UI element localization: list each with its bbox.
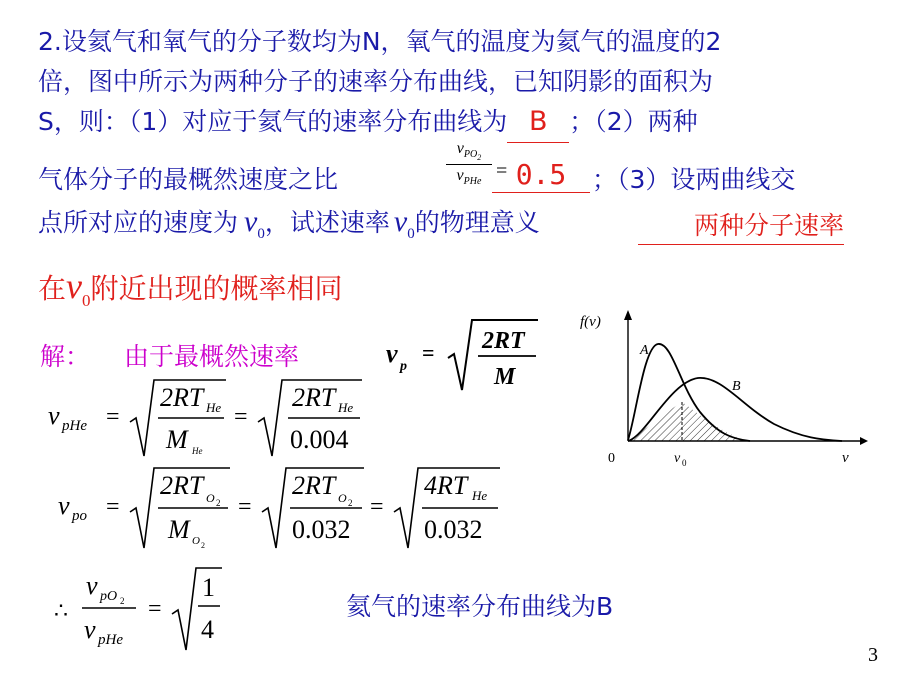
question-line-3 (38, 102, 698, 143)
question-text-3a: S，则：（1）对应于氦气的速率分布曲线为 (38, 107, 508, 136)
distribution-graph-svg (570, 306, 870, 476)
solution-intro: 由于最概然速率 (124, 342, 300, 371)
vpo-den-3: 0.032 (424, 515, 483, 544)
vpo-num-2-sub: O (338, 491, 347, 505)
v0-label-sub: 0 (682, 458, 687, 468)
formula-vpHe (36, 372, 376, 460)
ratio-radicand-num: 1 (202, 573, 215, 602)
answer-2: 0.5 (492, 158, 590, 193)
vp-eq: = (422, 340, 435, 365)
question-line-1 (38, 22, 721, 62)
vpo-den-1: M (168, 515, 190, 544)
formula-vpo-svg (36, 460, 506, 552)
v0-symbol-2: $v_0$ (393, 205, 415, 242)
v0-label: v (674, 451, 681, 466)
vpo-den-1-sub2: 2 (201, 541, 205, 550)
vpo-num-1: 2RT (160, 471, 204, 500)
curve-b-label: B (732, 379, 741, 394)
vpo-num-3: 4RT (424, 471, 468, 500)
question-line-4b (592, 160, 795, 200)
ratio-numerator: $v_{PO_2}$ (446, 140, 492, 165)
formula-ratio (36, 562, 236, 658)
vpo-num-2: 2RT (292, 471, 336, 500)
formula-vp (382, 312, 542, 396)
question-text-2: 倍，图中所示为两种分子的速率分布曲线，已知阴影的面积为 (38, 67, 714, 96)
question-line-5 (38, 202, 540, 254)
formula-ratio-svg (36, 562, 236, 658)
solution-conclusion: 氦气的速率分布曲线为B (346, 592, 614, 621)
vpo-num-1-sub2: 2 (216, 498, 221, 508)
ratio-denominator: $v_{PHe}$ (456, 167, 482, 188)
vp-denominator: M (494, 364, 516, 390)
vpo-eq-2: = (238, 494, 252, 520)
vpo-v: v (58, 491, 70, 520)
vpHe-den-2: 0.004 (290, 425, 349, 454)
formula-vpo (36, 460, 506, 552)
vpo-eq-3: = (370, 494, 384, 520)
question-text-5b: ，试述速率 (264, 208, 390, 237)
question-text-5a: 点所对应的速度为 (38, 208, 239, 237)
vp-sub: p (400, 359, 407, 374)
question-text-5c: 的物理意义 (414, 208, 540, 237)
x-axis-label: v (842, 450, 849, 466)
curve-a-label: A (640, 343, 649, 358)
vpHe-eq-1: = (106, 404, 120, 430)
ratio-num-sub: pO (100, 589, 118, 604)
vpHe-v: v (48, 401, 60, 430)
ratio-num-v: v (86, 571, 98, 600)
question-text-4a: 气体分子的最概然速度之比 (38, 165, 339, 194)
vpHe-den-1: M (166, 425, 188, 454)
ratio-den-sub: pHe (98, 632, 123, 648)
question-text-3b: ；（2）两种 (569, 107, 698, 136)
question-line-4 (38, 160, 338, 200)
answer-1: B (507, 102, 569, 143)
formula-vp-svg (382, 312, 542, 396)
origin-label: 0 (608, 451, 615, 466)
answer-3-part-2: 在$v_0$附近出现的概率相同 (38, 266, 343, 311)
therefore-symbol: ∴ (54, 598, 68, 623)
v0-symbol-1: $v_0$ (244, 205, 265, 242)
vpo-sub: po (72, 508, 87, 524)
answer-3-part-1: 两种分子速率 (638, 208, 844, 245)
vpo-num-1-sub: O (206, 491, 215, 505)
vpHe-num-1: 2RT (160, 383, 204, 412)
distribution-graph (570, 306, 870, 476)
vp-numerator: 2RT (482, 328, 525, 354)
vpHe-num-1-sub: He (206, 400, 222, 415)
vp-v: v (386, 339, 398, 368)
question-text-4b: ；（3）设两曲线交 (592, 165, 796, 194)
ratio-equals: = (496, 160, 508, 182)
vpHe-num-2: 2RT (292, 383, 336, 412)
vpo-eq-1: = (106, 494, 120, 520)
ratio-num-sub2: 2 (120, 596, 125, 606)
question-line-2 (38, 62, 713, 102)
ratio-eq: = (148, 596, 162, 622)
vpHe-eq-2: = (234, 404, 248, 430)
ratio-fraction (446, 140, 492, 187)
vpo-den-1-sub: O (192, 535, 200, 547)
vpHe-sub: pHe (62, 418, 87, 434)
vpo-num-2-sub2: 2 (348, 498, 353, 508)
y-axis-arrow (624, 310, 632, 320)
overlap-area (628, 402, 748, 441)
ratio-den-v: v (84, 615, 96, 644)
vpHe-den-1-sub: He (192, 446, 203, 456)
v0-symbol-3: $v_0$ (66, 266, 91, 311)
solution-label: 解： (40, 342, 91, 371)
vpo-num-3-sub: He (472, 488, 488, 503)
vpHe-num-2-sub: He (338, 400, 354, 415)
y-axis-label: f(v) (580, 314, 601, 330)
ratio-radicand-den: 4 (201, 615, 214, 644)
question-text-1: 2.设氦气和氧气的分子数均为N，氧气的温度为氦气的温度的2 (38, 27, 722, 56)
formula-vpHe-svg (36, 372, 376, 460)
page-number: 3 (868, 644, 878, 666)
vpo-den-2: 0.032 (292, 515, 351, 544)
x-axis-arrow (860, 437, 868, 445)
